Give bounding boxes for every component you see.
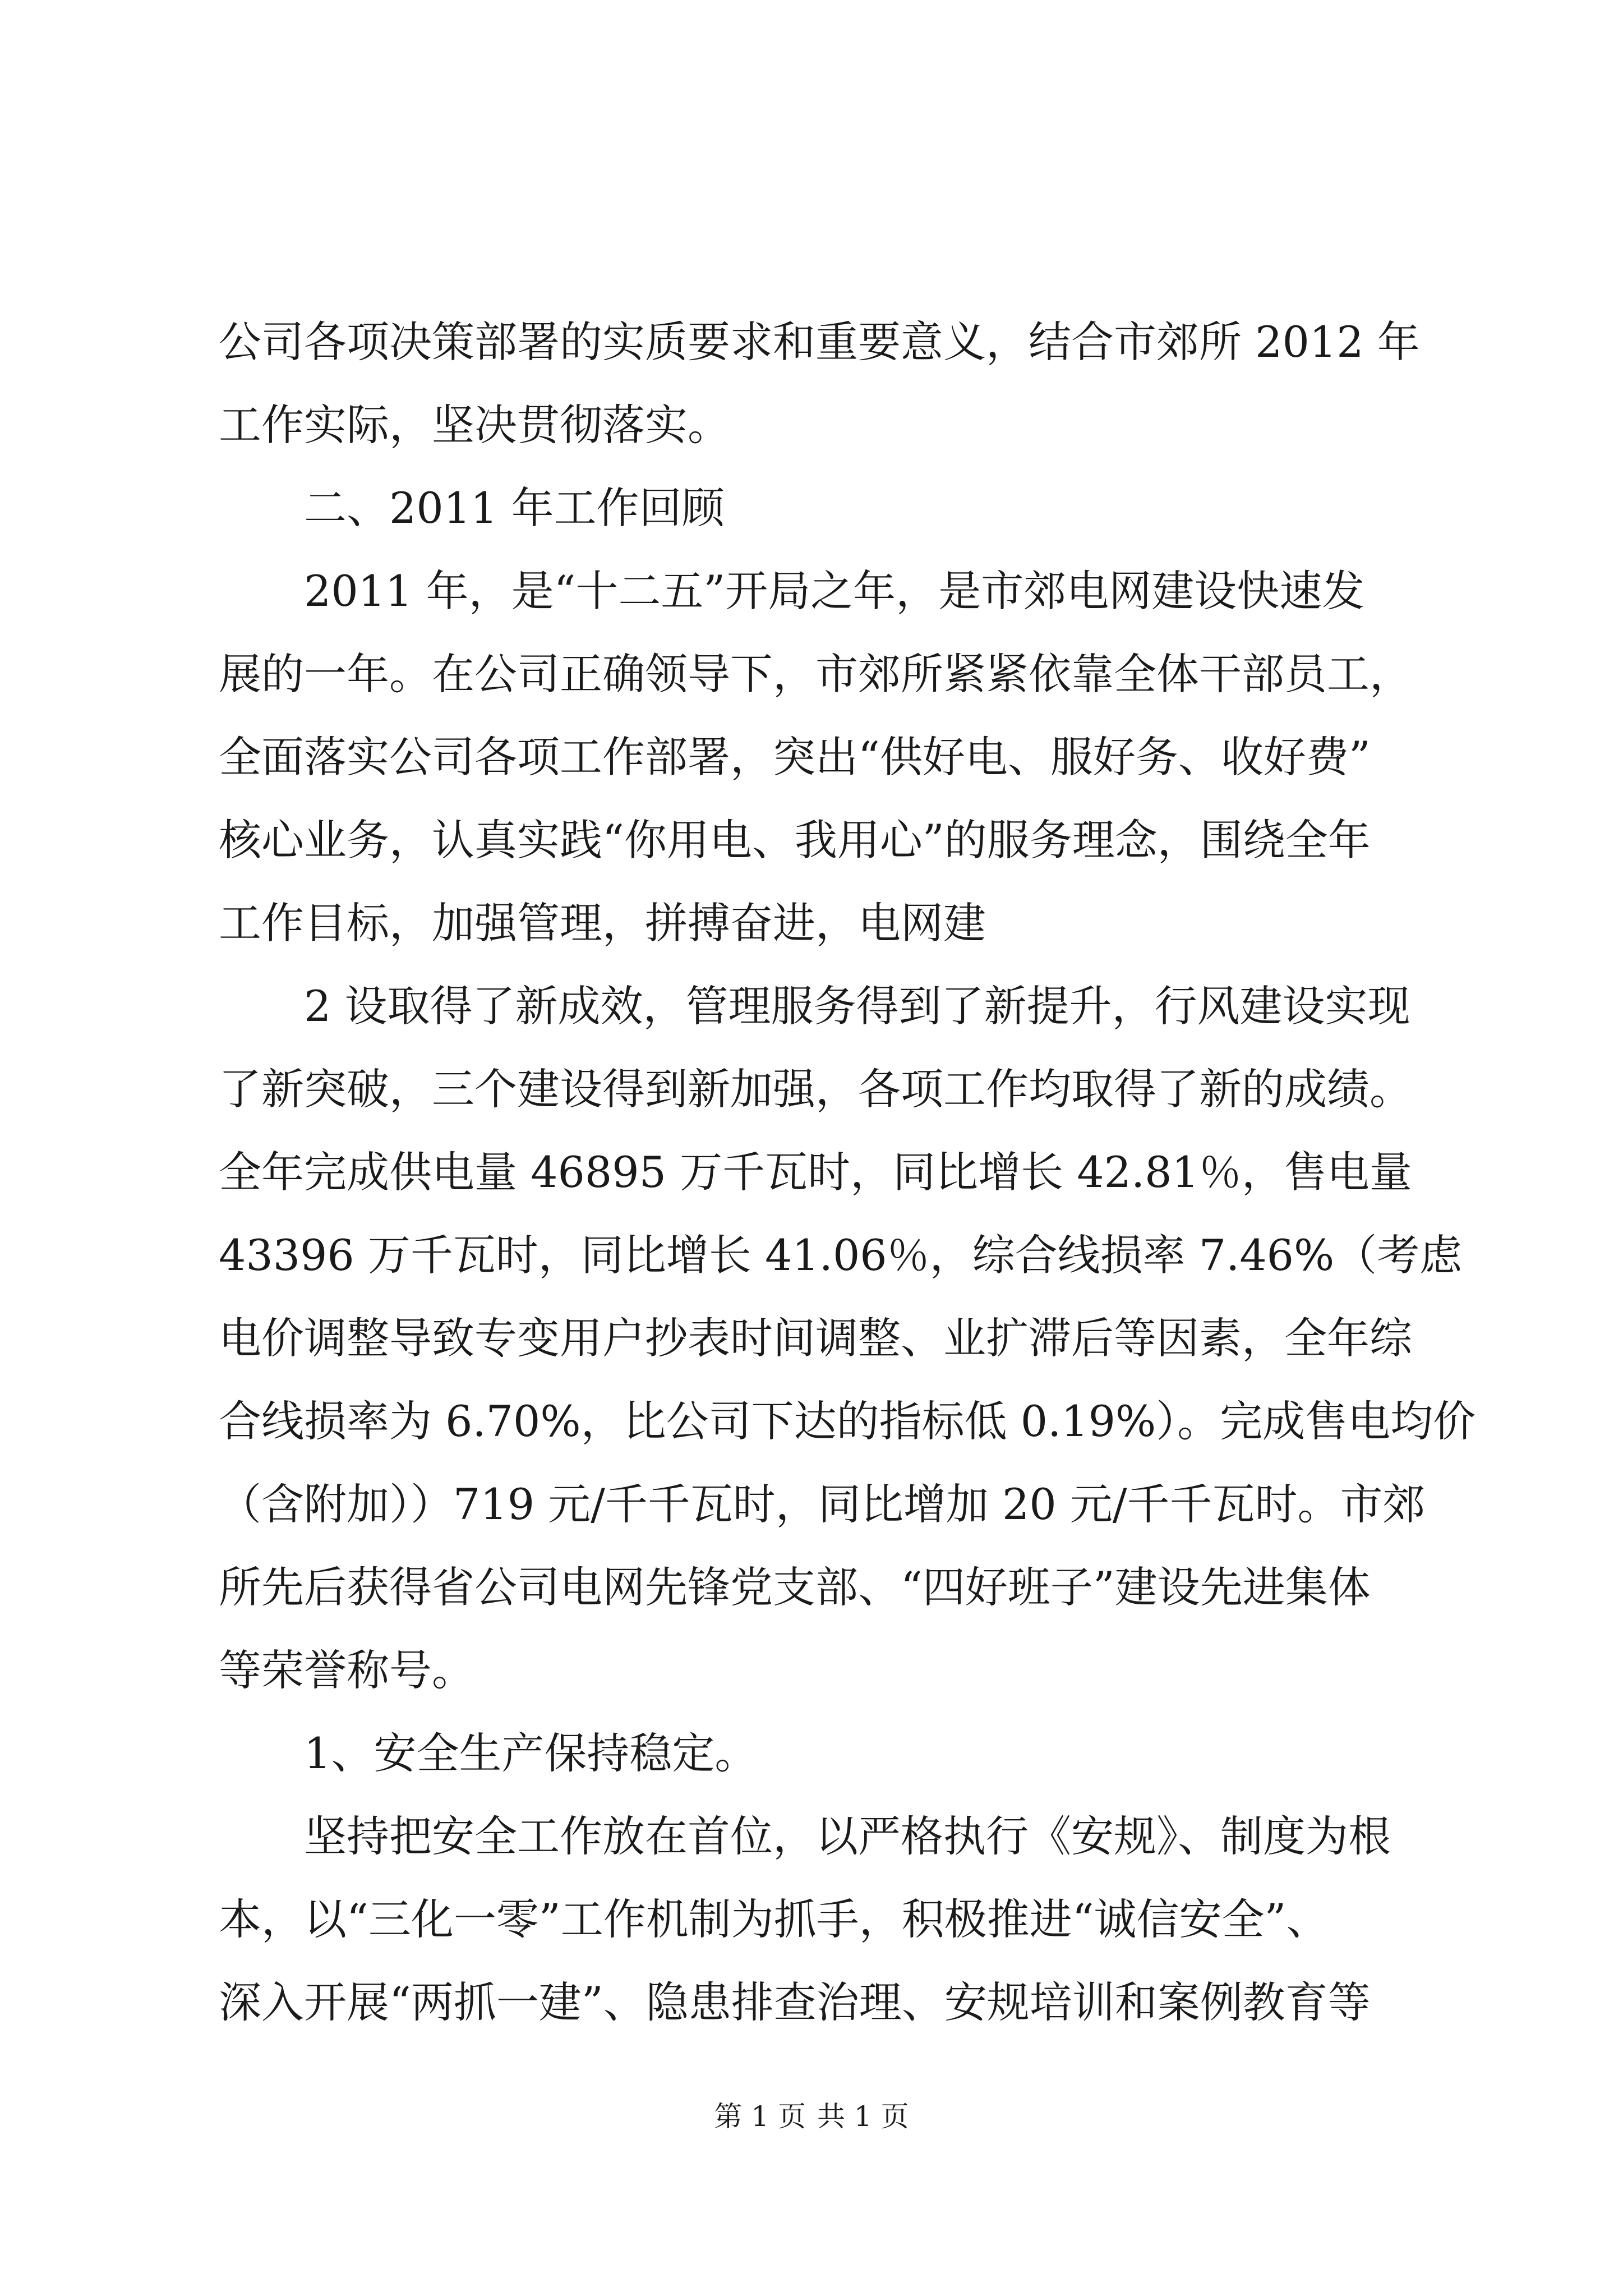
text-line: 工作目标，加强管理，拼搏奋进，电网建 <box>219 898 986 948</box>
text-line: 2011 年，是“十二五”开局之年，是市郊电网建设快速发 <box>304 566 1365 616</box>
text-line: 公司各项决策部署的实质要求和重要意义，结合市郊所 2012 年 <box>219 317 1420 367</box>
section-heading: 二、2011 年工作回顾 <box>304 483 725 533</box>
text-line: 展的一年。在公司正确领导下，市郊所紧紧依靠全体干部员工， <box>219 649 1412 699</box>
text-line: 等荣誉称号。 <box>219 1645 474 1695</box>
text-line: 坚持把安全工作放在首位，以严格执行《安规》、制度为根 <box>304 1811 1391 1861</box>
text-line: 核心业务，认真实践“你用电、我用心”的服务理念，围绕全年 <box>219 815 1371 865</box>
text-line: 电价调整导致专变用户抄表时间调整、业扩滞后等因素，全年综 <box>219 1313 1412 1363</box>
text-line: 全面落实公司各项工作部署，突出“供好电、服好务、收好费” <box>219 732 1371 782</box>
text-line: 全年完成供电量 46895 万千瓦时，同比增长 42.81％，售电量 <box>219 1147 1412 1197</box>
text-line: 深入开展“两抓一建”、隐患排查治理、安规培训和案例教育等 <box>219 1977 1371 2027</box>
page-number: 第 1 页 <box>714 2100 806 2133</box>
document-body <box>219 301 1476 2044</box>
text-line: 了新突破，三个建设得到新加强，各项工作均取得了新的成绩。 <box>219 1064 1412 1114</box>
text-line: （含附加））719 元/千千瓦时，同比增加 20 元/千千瓦时。市郊 <box>219 1479 1426 1529</box>
text-line: 所先后获得省公司电网先锋党支部、“四好班子”建设先进集体 <box>219 1562 1371 1612</box>
page-footer <box>0 2097 1623 2136</box>
subsection-heading: 1、安全生产保持稳定。 <box>304 1728 758 1778</box>
text-line: 2 设取得了新成效，管理服务得到了新提升，行风建设实现 <box>304 981 1410 1031</box>
text-line: 本，以“三化一零”工作机制为抓手，积极推进“诚信安全”、 <box>219 1894 1329 1944</box>
text-line: 工作实际，坚决贯彻落实。 <box>219 400 730 450</box>
page-total: 共 1 页 <box>817 2100 909 2133</box>
text-line: 合线损率为 6.70%，比公司下达的指标低 0.19%）。完成售电均价 <box>219 1396 1476 1446</box>
text-line: 43396 万千瓦时，同比增长 41.06％，综合线损率 7.46%（考虑 <box>219 1230 1463 1280</box>
